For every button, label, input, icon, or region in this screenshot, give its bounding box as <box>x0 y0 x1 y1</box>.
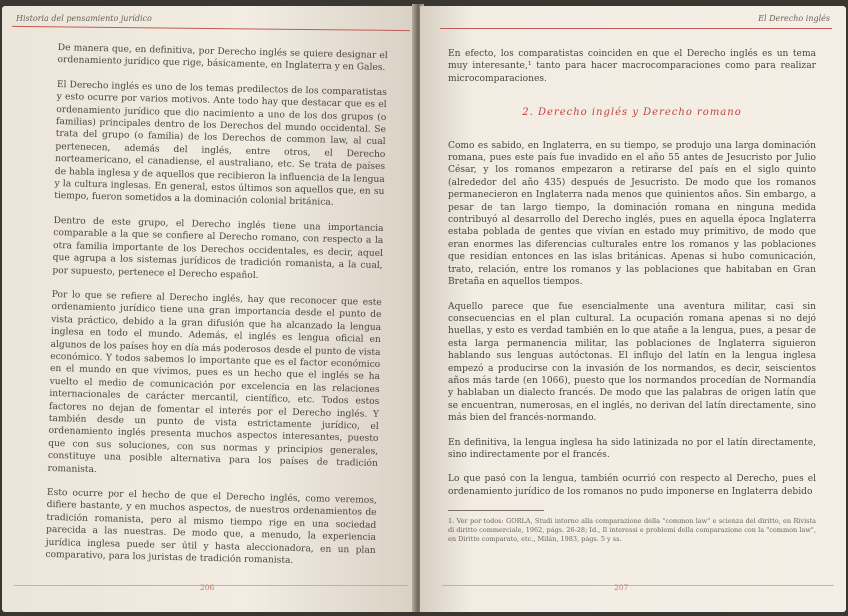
right-paragraph-4: En definitiva, la lengua inglesa ha sido latinizada no por el latín directamente, sino indirectamente por el francés. <box>448 437 816 460</box>
left-page <box>2 6 416 612</box>
left-page-number: 206 <box>200 583 215 592</box>
left-page-body <box>45 42 388 581</box>
right-page <box>420 6 846 612</box>
left-running-head: Historia del pensamiento jurídico <box>16 14 152 23</box>
right-paragraph-5: Lo que pasó con la lengua, también ocurrió con respecto al Derecho, pues el ordenamiento jurídico de los romanos no pudo imponerse en Inglaterra debido <box>448 474 816 497</box>
right-paragraph-1: En efecto, los comparatistas coinciden en que el Derecho inglés es un tema muy interesante,¹ tanto para hacer macrocomparaciones como para realizar microcomparaciones. <box>448 49 816 84</box>
left-paragraph-1: De manera que, en definitiva, por Derecho inglés se quiere designar el ordenamiento jurídico que rige, básicamente, en Inglaterra y en Gales. <box>57 42 388 74</box>
right-running-head: El Derecho inglés <box>758 14 830 23</box>
left-paragraph-4: Por lo que se refiere al Derecho inglés, hay que reconocer que este ordenamiento jurídico tiene una gran importancia desde el punto de vista práctico, debido a la gran difusión que ha alcanzado la lengua inglesa en todo el mundo. Además, el inglés es lengua oficial en algunos de los países hoy en día más poderosos desde el punto de vista económico. Y todos sabemos lo importante que es el factor económico en el mundo en que vivimos, pues es un hecho que el inglés se ha vuelto el medio de comunicación por excelencia en las relaciones internacionales de carácter mercantil, científico, etc. Todos estos factores no dejan de fomentar el interés por el Derecho inglés. Y también desde un punto de vista estrictamente jurídico, el ordenamiento inglés presenta muchos aspectos interesantes, puesto que con sus soluciones, con sus normas y principios generales, constituye una posible alternativa para los países de tradición romanista. <box>47 289 382 475</box>
right-paragraph-3: Aquello parece que fue esencialmente una aventura militar, casi sin consecuencias en el plan cultural. La ocupación romana apenas si no dejó huellas, y esto es verdad también en lo que atañe a la lengua, pues, a pesar de esta larga permanencia militar, las poblaciones de Inglaterra siguieron hablando sus lenguas autóctonas. El influjo del latín en la lengua inglesa empezó a producirse con la invasión de los normandos, es decir, seiscientos años más tarde (en 1066), puesto que los normandos procedían de Normandía y hablaban un dialecto francés. De modo que las palabras de origen latín que se encuentran, numerosas, en el inglés, no derivan del latín directamente, sino más bien del francés-normando. <box>448 301 816 424</box>
left-header-rule <box>12 26 410 31</box>
footnote-rule <box>448 510 544 511</box>
right-page-body <box>448 48 816 544</box>
left-paragraph-5: Esto ocurre por el hecho de que el Derecho inglés, como veremos, difiere bastante, y en muchos aspectos, de nuestros ordenamientos de tradición romanista, pero al mismo tiempo rige en una sociedad parecida a las nuestras. De modo que, a menudo, la experiencia jurídica inglesa puede ser útil y hasta aleccionadora, en un plan comparativo, para los juristas de tradición romanista. <box>45 487 378 566</box>
right-page-number: 207 <box>614 583 629 592</box>
right-header-rule <box>440 28 832 29</box>
footnote: 1. Ver por todos: GORLA, Studi intorno alla comparazione della "common law" e scienza del diritto, en Rivista di diritto commerciale, 1962, págs. 26-28; Id., Il interessi e problemi della comparazione con la "common law", en Diritto comparato, etc., Milán, 1983, págs. 5 y ss. <box>448 517 816 544</box>
left-paragraph-3: Dentro de este grupo, el Derecho inglés tiene una importancia comparable a la que se confiere al Derecho romano, con respecto a la otra familia importante de los Derechos occidentales, es decir, aquel que agrupa a los sistemas jurídicos de tradición romanista, a la cual, por supuesto, pertenece el Derecho español. <box>52 215 384 281</box>
right-footer-rule <box>442 585 834 586</box>
right-paragraph-2: Como es sabido, en Inglaterra, en su tiempo, se produjo una larga dominación romana, pues este país fue invadido en el año 55 antes de Jesucristo por Julio César, y los romanos empezaron a retirarse del país en el siglo quinto (alrededor del año 435) después de Jesucristo. De modo que los romanos permanecieron en Inglaterra nada menos que quinientos años. Sin embargo, a pesar de tan largo tiempo, la dominación romana en ninguna medida contribuyó al desarrollo del Derecho inglés, pues en aquella época Inglaterra estaba poblada de gentes que vivían en estado muy primitivo, de modo que eran enormes las diferencias culturales entre los romanos y las poblaciones que residían entonces en las islas británicas. Apenas si hubo comunicación, trato, relación, entre los romanos y las poblaciones que habitaban en Gran Bretaña en aquellos tiempos. <box>448 140 816 288</box>
section-title: 2. Derecho inglés y Derecho romano <box>522 107 742 119</box>
left-paragraph-2: El Derecho inglés es uno de los temas predilectos de los comparatistas y esto ocurre por varios motivos. Ante todo hay que destacar que es el ordenamiento jurídico que dio nacimiento a uno de los dos grupos (o familias) principales dentro de los Derechos del mundo occidental. Se trata del grupo (o familia) de los Derechos de common law, al cual pertenecen, además del inglés, entre otros, el Derecho norteamericano, el canadiense, el australiano, etc. Se trata de países de habla inglesa y de aquellos que recibieron la influencia de la lengua y la cultura inglesas. En general, estos últimos son aquellos que, en su tiempo, fueron sometidos a la dominación colonial británica. <box>54 79 387 209</box>
